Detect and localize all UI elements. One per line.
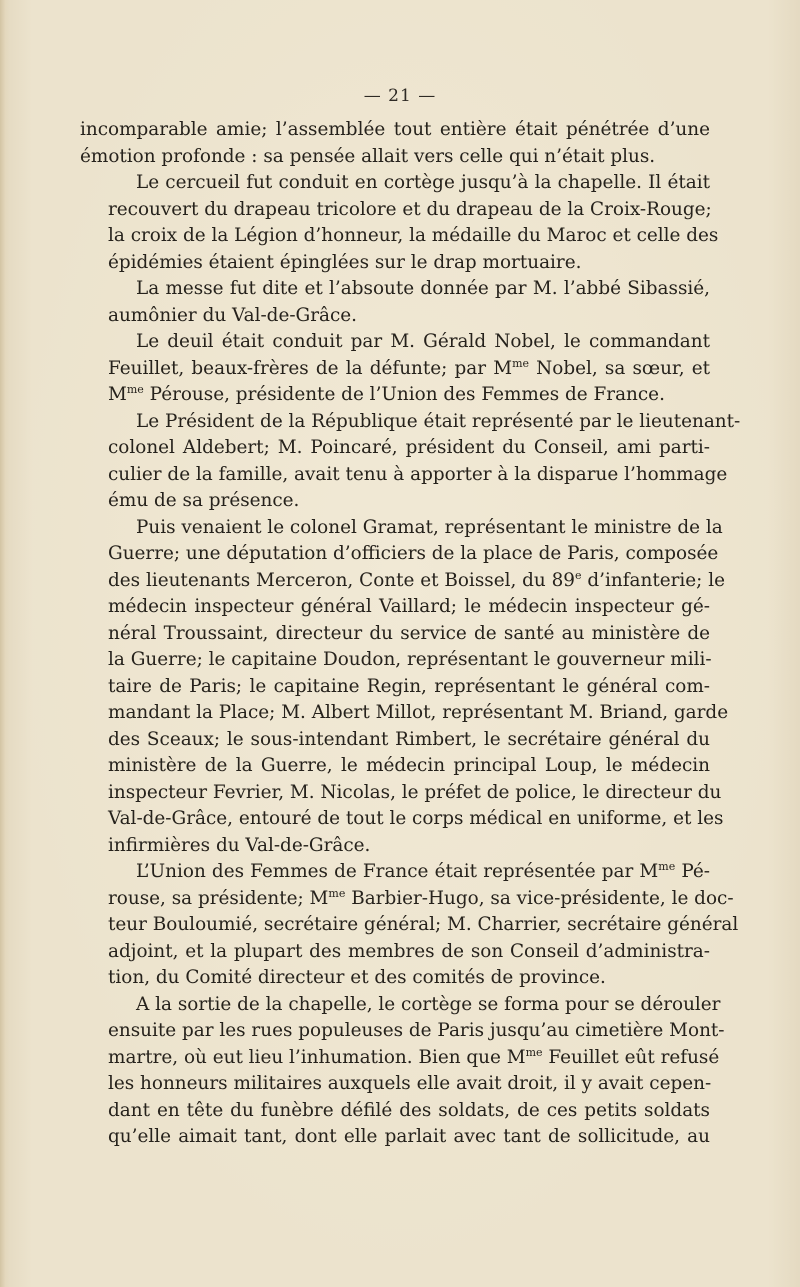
- text-line: médecin inspecteur général Vaillard; le médecin inspecteur gé-: [108, 596, 710, 617]
- paragraph: [80, 329, 710, 409]
- text-line: infirmières du Val-de-Grâce.: [108, 834, 371, 856]
- text-line: épidémies étaient épinglées sur le drap mortuaire.: [108, 251, 582, 273]
- text-line: Le Président de la République était représenté par le lieutenant-: [136, 410, 741, 432]
- text-line: Feuillet, beaux-frères de la défunte; par $M^{me}$ Nobel, sa sœur, et: [108, 356, 710, 379]
- body-text: [80, 117, 741, 1151]
- text-line: des Sceaux; le sous-intendant Rimbert, le secrétaire général du: [108, 728, 710, 750]
- text-line: recouvert du drapeau tricolore et du drapeau de la Croix-Rouge;: [108, 198, 712, 220]
- text-line: rouse, sa présidente; $M^{me}$ Barbier-Hugo, sa vice-présidente, le doc-: [108, 886, 734, 909]
- text-line: inspecteur Fevrier, M. Nicolas, le préfet de police, le directeur du: [108, 781, 722, 803]
- text-line: des lieutenants Merceron, Conte et Boissel, du 89e d’infanterie; le: [108, 568, 725, 591]
- paragraph: [80, 992, 725, 1151]
- paragraph: [80, 409, 741, 515]
- text-line: ému de sa présence.: [108, 490, 300, 511]
- text-line: Le deuil était conduit par M. Gérald Nobel, le commandant: [136, 331, 710, 352]
- text-line: Le cercueil fut conduit en cortège jusqu’à la chapelle. Il était: [136, 172, 710, 193]
- text-line: La messe fut dite et l’absoute donnée par M. l’abbé Sibassié,: [136, 278, 710, 299]
- text-line: martre, où eut lieu l’inhumation. Bien que $M^{me}$ Feuillet eût refusé: [108, 1045, 720, 1068]
- text-line: néral Troussaint, directeur du service de santé au ministère de: [108, 622, 710, 644]
- text-line: la croix de la Légion d’honneur, la médaille du Maroc et celle des: [108, 225, 719, 246]
- paragraph: [80, 117, 710, 170]
- paragraph: [80, 859, 739, 992]
- text-line: Val-de-Grâce, entouré de tout le corps médical en uniforme, et les: [108, 808, 724, 829]
- text-line: qu’elle aimait tant, dont elle parlait avec tant de sollicitude, au: [108, 1126, 710, 1147]
- text-line: Puis venaient le colonel Gramat, représentant le ministre de la: [136, 516, 723, 538]
- text-line: adjoint, et la plupart des membres de son Conseil d’administra-: [108, 940, 710, 962]
- text-line: ensuite par les rues populeuses de Paris jusqu’au cimetière Mont-: [108, 1020, 725, 1041]
- text-line: L’Union des Femmes de France était représentée par $M^{me}$ Pé-: [136, 860, 710, 882]
- text-line: A la sortie de la chapelle, le cortège se forma pour se dérouler: [136, 993, 721, 1015]
- text-line: culier de la famille, avait tenu à apporter à la disparue l’hommage: [108, 463, 728, 485]
- text-line: taire de Paris; le capitaine Regin, représentant le général com-: [108, 675, 710, 697]
- text-line: les honneurs militaires auxquels elle avait droit, il y avait cepen-: [108, 1073, 712, 1094]
- text-line: $M^{me}$ Pérouse, présidente de l’Union des Femmes de France.: [108, 383, 665, 405]
- text-line: dant en tête du funèbre défilé des soldats, de ces petits soldats: [108, 1099, 710, 1121]
- text-line: Guerre; une députation d’officiers de la place de Paris, composée: [108, 543, 719, 564]
- text-line: teur Bouloumié, secrétaire général; M. Charrier, secrétaire général: [108, 914, 739, 935]
- text-line: incomparable amie; l’assemblée tout entière était pénétrée d’une: [80, 119, 710, 140]
- text-line: tion, du Comité directeur et des comités de province.: [108, 967, 606, 988]
- text-line: colonel Aldebert; M. Poincaré, président du Conseil, ami parti-: [108, 437, 710, 458]
- page-number: — 21 —: [363, 86, 437, 106]
- text-line: mandant la Place; M. Albert Millot, représentant M. Briand, garde: [108, 702, 729, 723]
- text-line: la Guerre; le capitaine Doudon, représentant le gouverneur mili-: [108, 649, 712, 670]
- paragraph: [80, 515, 729, 860]
- paragraph: [80, 170, 719, 276]
- text-line: émotion profonde : sa pensée allait vers celle qui n’était plus.: [80, 145, 656, 167]
- text-line: ministère de la Guerre, le médecin principal Loup, le médecin: [108, 755, 710, 776]
- page-gutter-shadow: [0, 0, 9, 1287]
- text-line: aumônier du Val-de-Grâce.: [108, 304, 358, 326]
- paragraph: [80, 276, 710, 329]
